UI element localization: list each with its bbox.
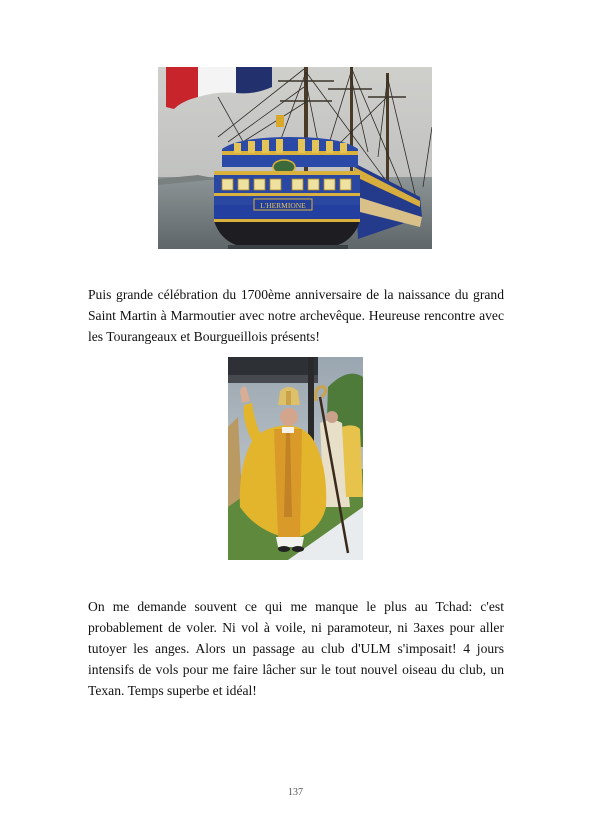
page-number: 137	[288, 787, 303, 798]
paragraph-marmoutier: Puis grande célébration du 1700ème anniversaire de la naissance du grand Saint Martin à Marmoutier avec notre archevêque. Heureuse rencontre avec les Tourangeaux et Bourgueillois présents!	[88, 287, 504, 344]
ship-photo	[158, 67, 432, 249]
archbishop-photo	[228, 357, 363, 560]
ship-name-board: L'HERMIONE	[260, 201, 306, 210]
paragraph-flying: On me demande souvent ce qui me manque le plus au Tchad: c'est probablement de voler. Ni vol à voile, ni paramoteur, ni 3axes pour aller tutoyer les anges. Alors un passage au club d'ULM s'imposait! 4 jours intensifs de vols pour me faire lâcher sur le tout nouvel oiseau du club, un Texan. Temps superbe et idéal!	[88, 599, 504, 698]
